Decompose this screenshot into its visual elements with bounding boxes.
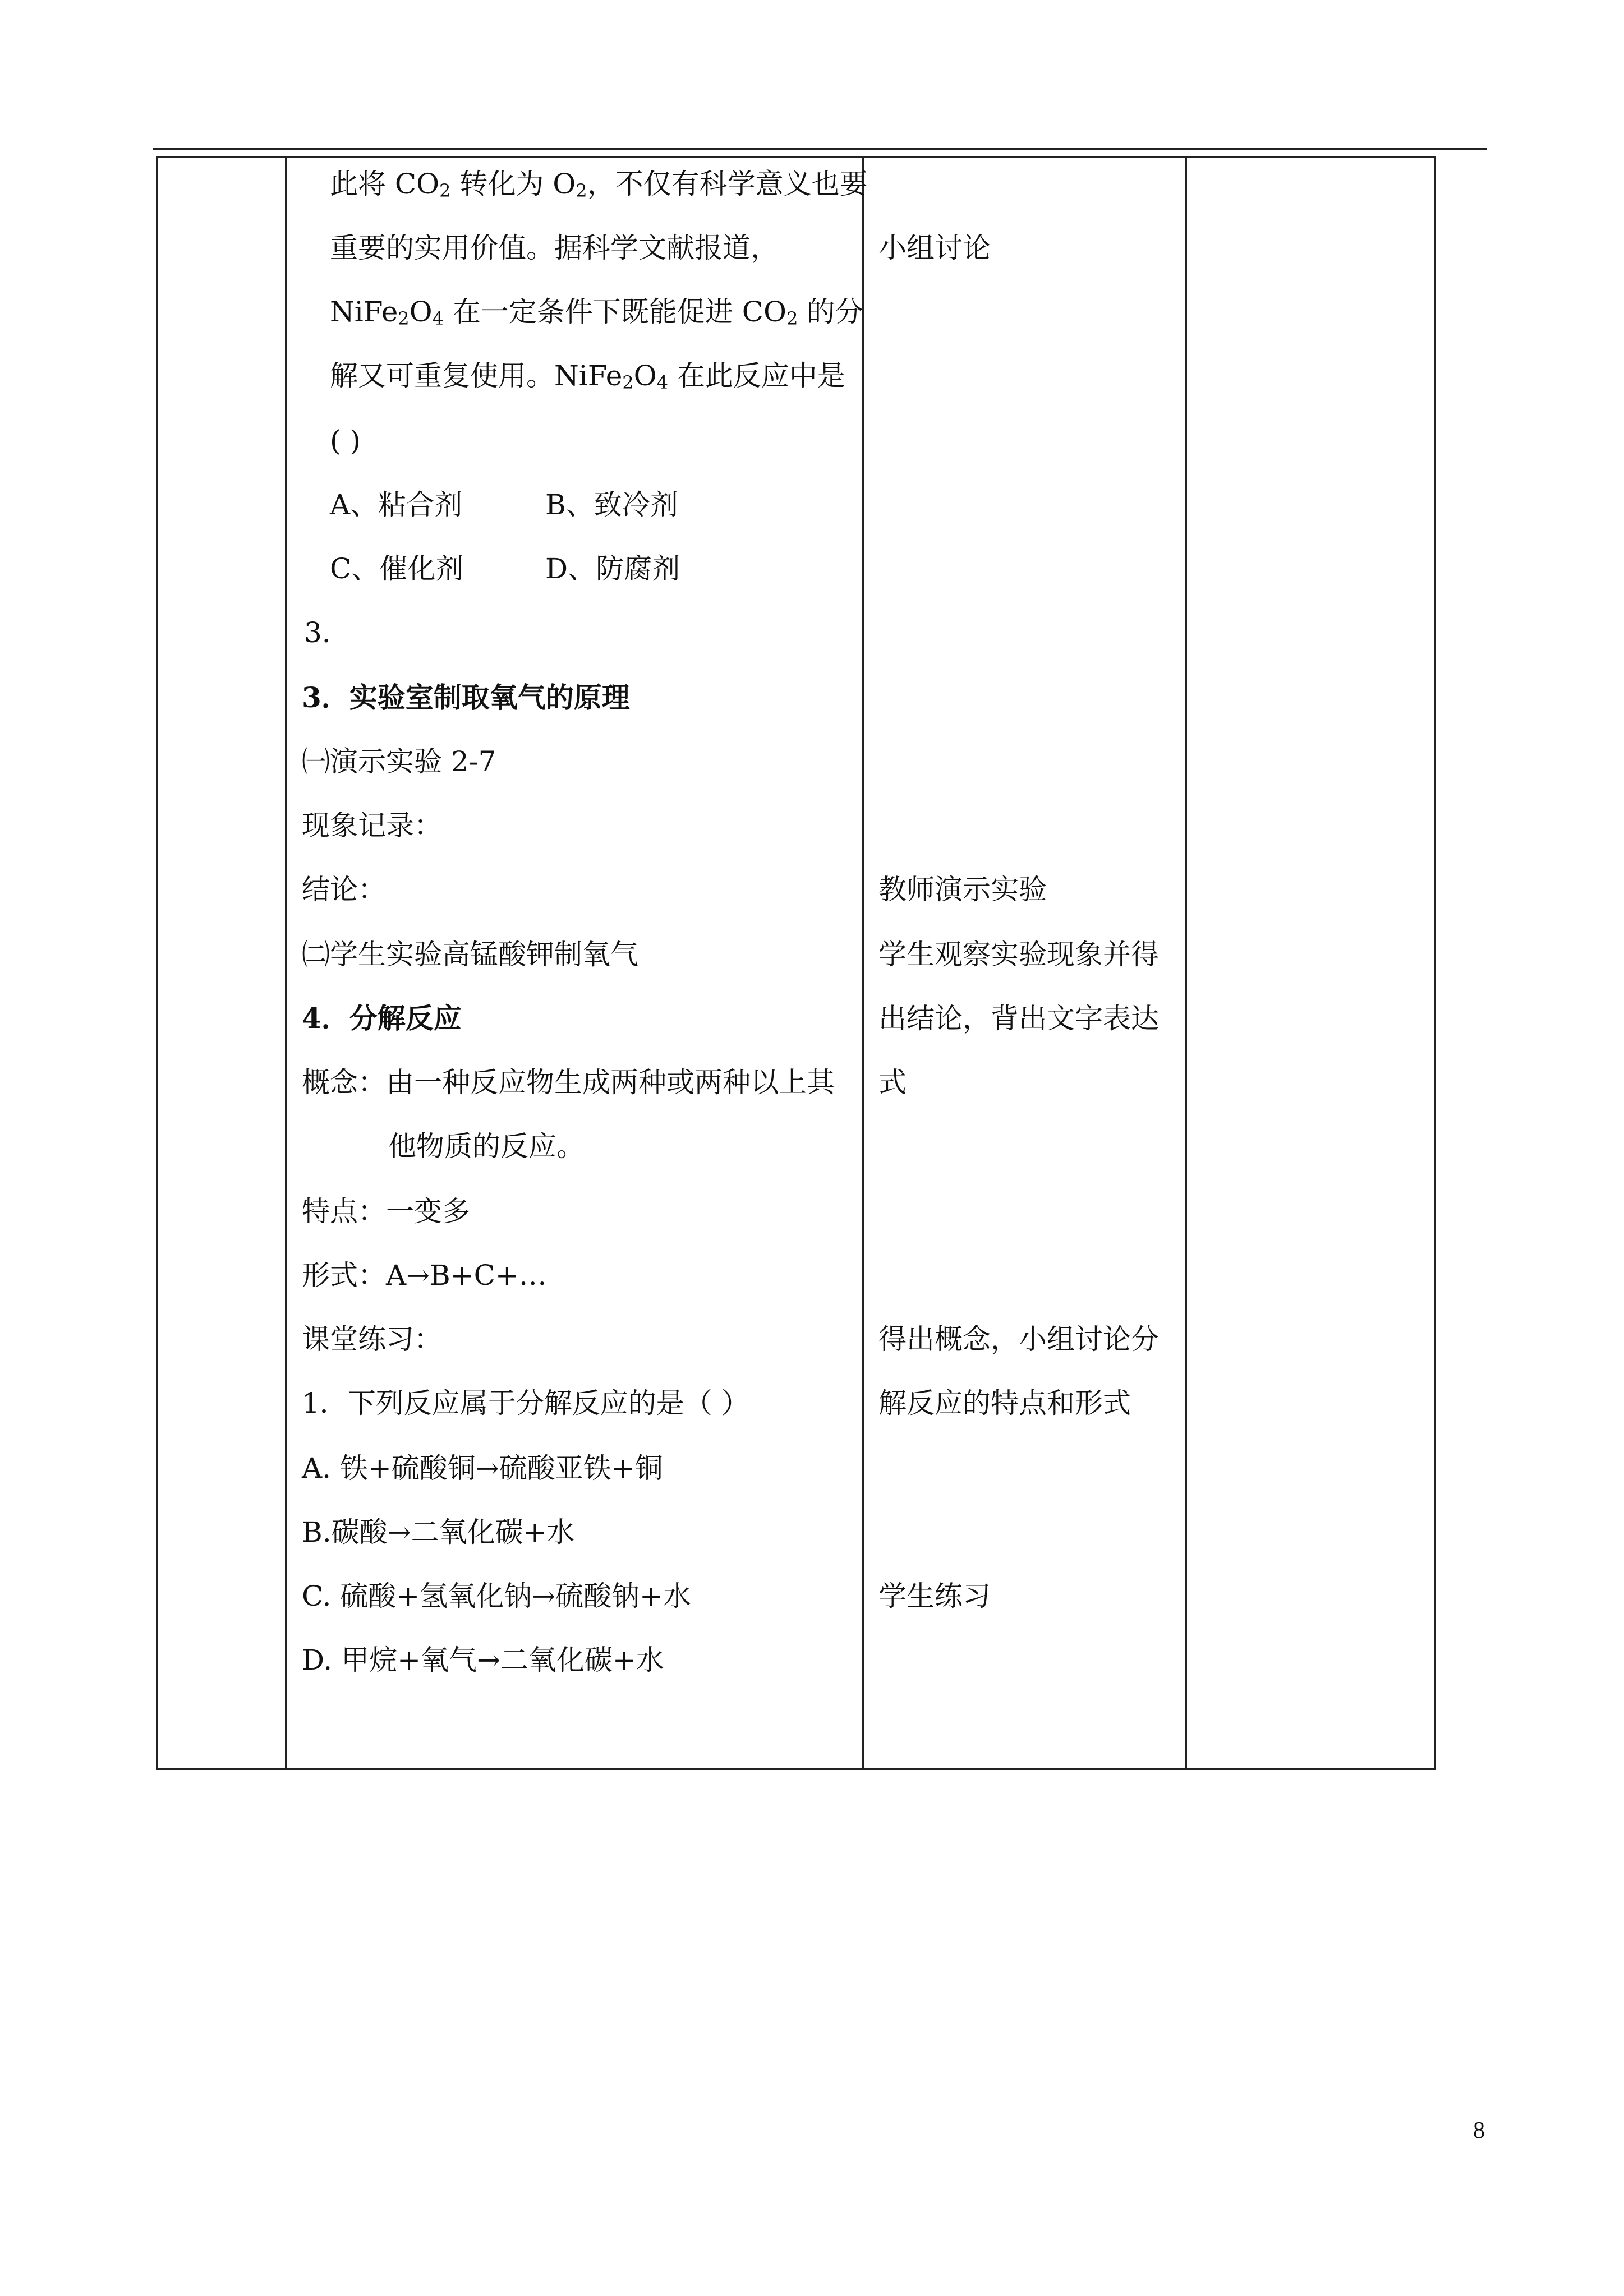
option-d: D、防腐剂 [545, 552, 680, 585]
teacher-demo: 教师演示实验 [878, 873, 1047, 906]
section-4-title: 4．分解反应 [302, 1002, 462, 1035]
question-2-line-2: 重要的实用价值。据科学文献报道， [330, 232, 779, 264]
phenomenon-record: 现象记录： [302, 809, 442, 842]
lesson-plan-table [156, 156, 1436, 1770]
stage-cell [157, 157, 286, 1769]
concept-activity-line-1: 得出概念，小组讨论分 [878, 1323, 1159, 1356]
notes-cell [1186, 157, 1435, 1769]
question-2-line-4: 解又可重复使用。$NiFe_2O_4$ 在此反应中是 [330, 359, 845, 393]
observe-line-1: 学生观察实验现象并得 [878, 938, 1159, 971]
observe-line-3: 式 [878, 1066, 907, 1099]
exercise-1: 1．下列反应属于分解反应的是（ ） [302, 1387, 749, 1419]
table-row [157, 157, 1435, 1769]
group-discussion: 小组讨论 [878, 232, 991, 264]
exercise-1-option-d: D. 甲烷+氧气→二氧化碳+水 [302, 1644, 664, 1676]
demo-experiment: ㈠演示实验 2-7 [302, 745, 496, 778]
header-rule [153, 148, 1487, 150]
activity-cell [863, 157, 1186, 1769]
section-3-title: 3．实验室制取氧气的原理 [302, 681, 630, 714]
feature: 特点：一变多 [302, 1195, 470, 1228]
exercise-1-option-b: B.碳酸→二氧化碳+水 [302, 1516, 575, 1548]
concept-activity-line-2: 解反应的特点和形式 [878, 1387, 1131, 1419]
question-2-line-1: 此将 $CO_2$ 转化为 $O_2$，不仅有科学意义也要 [330, 168, 868, 201]
question-2-line-3: $NiFe_2O_4$ 在一定条件下既能促进 $CO_2$ 的分 [330, 296, 863, 329]
content-cell [286, 157, 868, 1769]
page-number: 8 [1473, 2118, 1485, 2143]
option-b: B、致冷剂 [545, 488, 678, 521]
option-a: A、粘合剂 [330, 488, 463, 521]
option-c: C、催化剂 [330, 552, 464, 585]
exercise-1-option-a: A. 铁+硫酸铜→硫酸亚铁+铜 [302, 1452, 663, 1484]
conclusion: 结论： [302, 873, 386, 906]
concept-line-1: 概念：由一种反应物生成两种或两种以上其 [302, 1066, 835, 1099]
student-practice: 学生练习 [878, 1580, 991, 1612]
exercise-1-option-c: C. 硫酸+氢氧化钠→硫酸钠+水 [302, 1580, 691, 1612]
answer-paren: ( ) [330, 425, 361, 457]
practice-heading: 课堂练习： [302, 1323, 442, 1356]
observe-line-2: 出结论，背出文字表达 [878, 1002, 1159, 1035]
student-experiment: ㈡学生实验高锰酸钾制氧气 [302, 938, 638, 971]
form: 形式：A→B+C+… [302, 1259, 547, 1292]
stray-number: 3. [304, 616, 331, 649]
concept-line-2: 他物质的反应。 [388, 1130, 585, 1163]
